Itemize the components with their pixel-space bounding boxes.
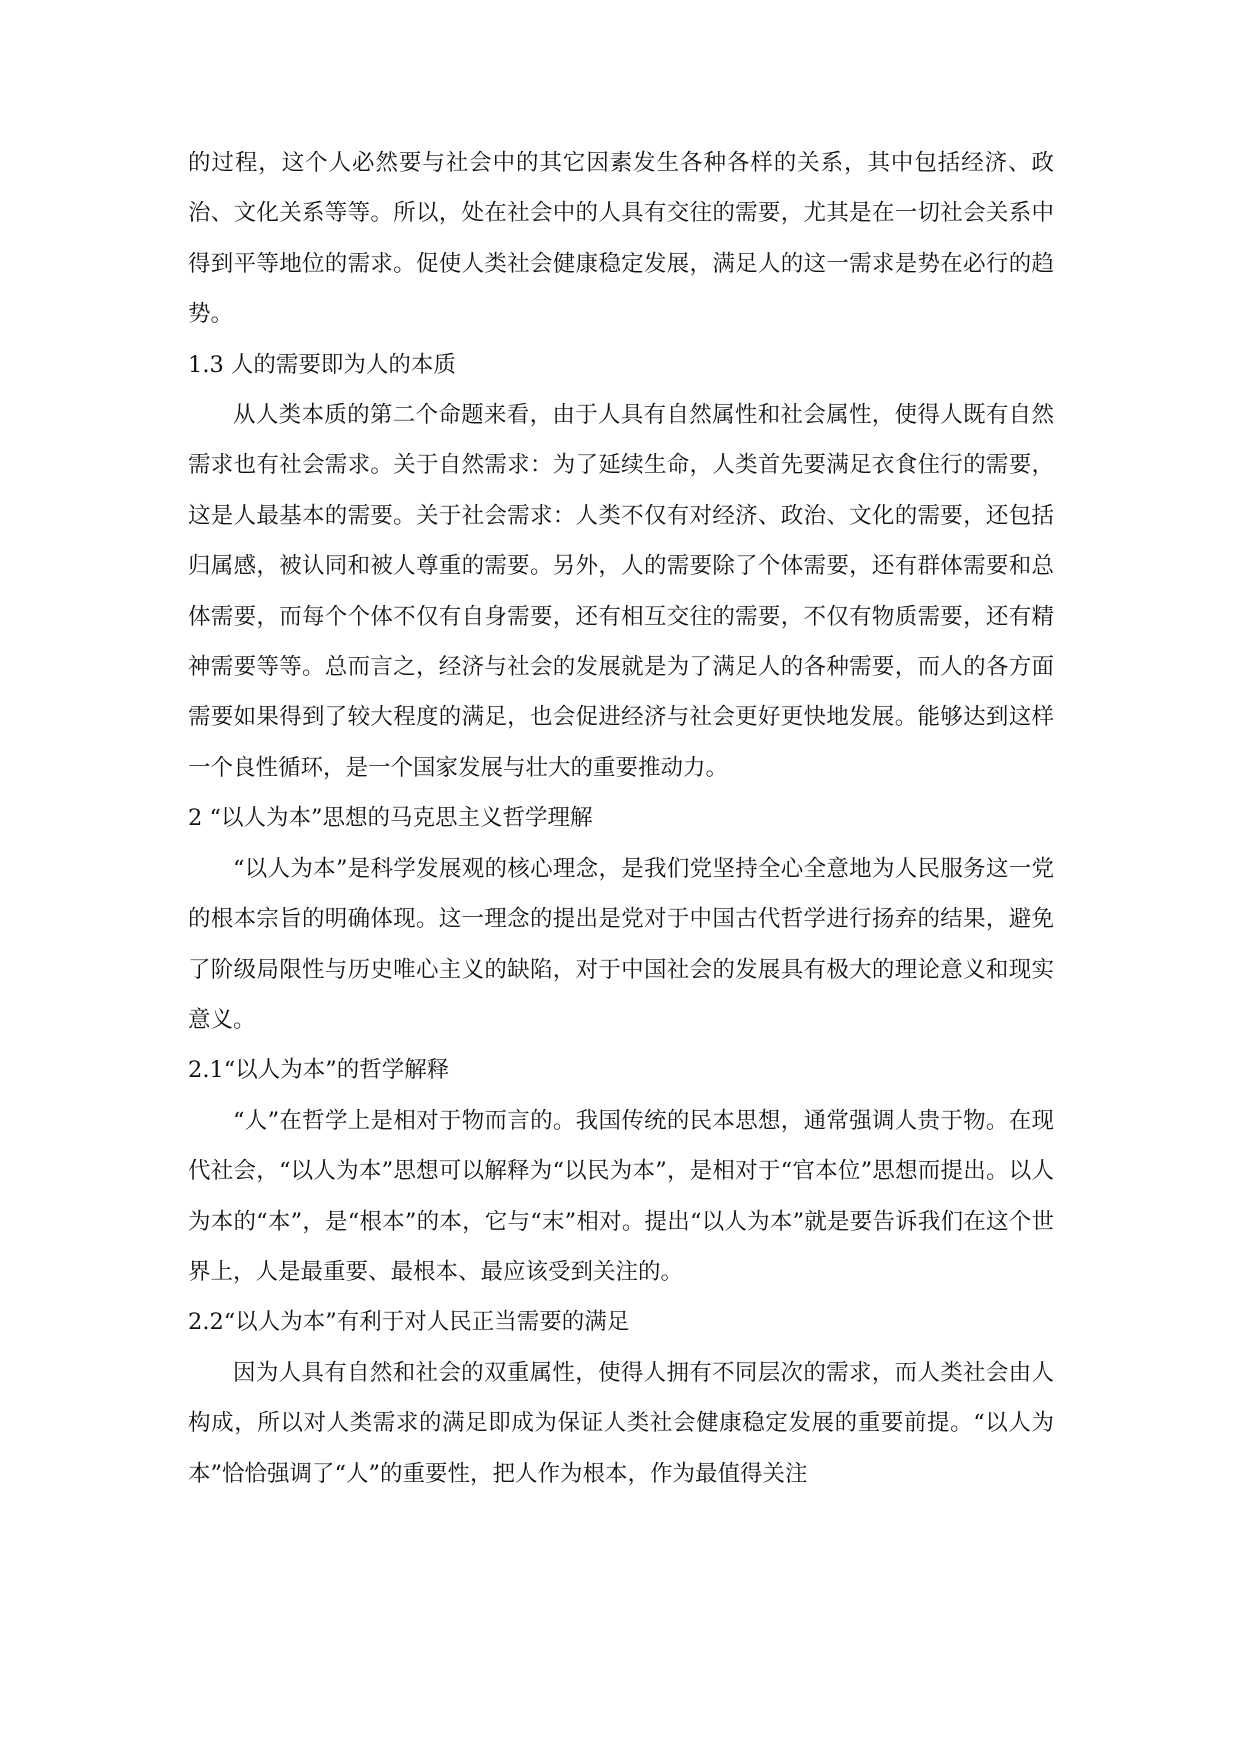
paragraph: 从人类本质的第二个命题来看，由于人具有自然属性和社会属性，使得人既有自然需求也有社会需求。关于自然需求：为了延续生命，人类首先要满足衣食住行的需要，这是人最基本的需要。关于社会需求：人类不仅有对经济、政治、文化的需要，还包括归属感，被认同和被人尊重的需要。另外，人的需要除了个体需要，还有群体需要和总体需要，而每个个体不仅有自身需要，还有相互交往的需要，不仅有物质需要，还有精神需要等等。总而言之，经济与社会的发展就是为了满足人的各种需要，而人的各方面需要如果得到了较大程度的满足，也会促进经济与社会更好更快地发展。能够达到这样一个良性循环，是一个国家发展与壮大的重要推动力。 <box>188 402 1054 781</box>
paragraph: “人”在哲学上是相对于物而言的。我国传统的民本思想，通常强调人贵于物。在现代社会，“以人为本”思想可以解释为“以民为本”，是相对于“官本位”思想而提出。以人为本的“本”，是“根本”的本，它与“末”相对。提出“以人为本”就是要告诉我们在这个世界上，人是最重要、最根本、最应该受到关注的。 <box>188 1107 1054 1285</box>
section-heading-2: 2 “以人为本”思想的马克思主义哲学理解 <box>188 805 593 832</box>
paragraph: “以人为本”是科学发展观的核心理念，是我们党坚持全心全意地为人民服务这一党的根本宗旨的明确体现。这一理念的提出是党对于中国古代哲学进行扬弃的结果，避免了阶级局限性与历史唯心主义的缺陷，对于中国社会的发展具有极大的理论意义和现实意义。 <box>188 855 1054 1033</box>
section-heading-2-1: 2.1“以人为本”的哲学解释 <box>188 1057 450 1084</box>
paragraph: 因为人具有自然和社会的双重属性，使得人拥有不同层次的需求，而人类社会由人构成，所以对人类需求的满足即成为保证人类社会健康稳定发展的重要前提。“以人为本”恰恰强调了“人”的重要性，把人作为根本，作为最值得关注 <box>188 1359 1054 1487</box>
section-heading-2-2: 2.2“以人为本”有利于对人民正当需要的满足 <box>188 1309 630 1336</box>
section-heading-1-3: 1.3 人的需要即为人的本质 <box>188 351 456 378</box>
paragraph-continued: 的过程，这个人必然要与社会中的其它因素发生各种各样的关系，其中包括经济、政治、文化关系等等。所以，处在社会中的人具有交往的需要，尤其是在一切社会关系中得到平等地位的需求。促使人类社会健康稳定发展，满足人的这一需求是势在必行的趋势。 <box>188 150 1054 328</box>
document-body <box>188 138 1054 1499</box>
